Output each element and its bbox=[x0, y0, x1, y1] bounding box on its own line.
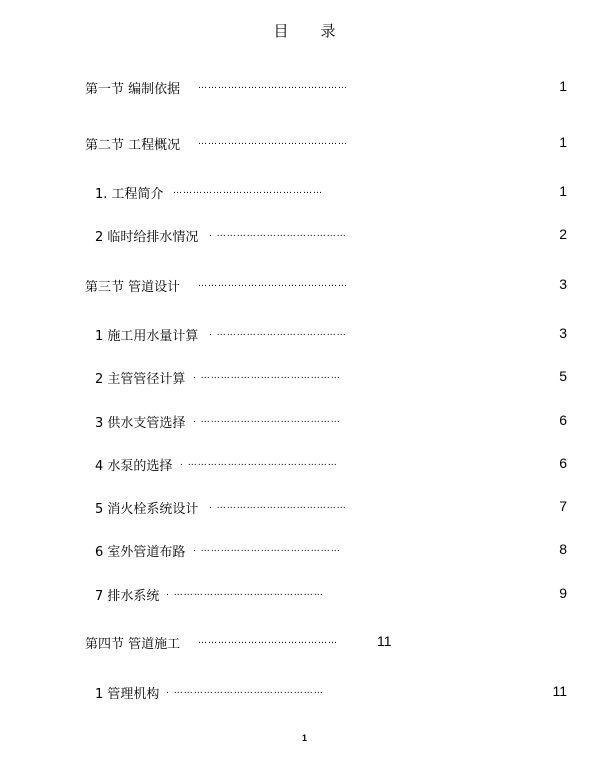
toc-page-number: 11 bbox=[377, 633, 392, 649]
toc-entry bbox=[0, 276, 609, 294]
toc-entry-label: 第二节 工程概况 bbox=[85, 138, 181, 153]
toc-entry bbox=[0, 633, 609, 651]
toc-entry bbox=[0, 498, 609, 516]
toc-entry-label: 3 供水支管选择 bbox=[95, 416, 186, 431]
toc-entry-label: 1 施工用水量计算 bbox=[95, 329, 199, 344]
toc-entry-label: 2 主管管径计算 bbox=[95, 372, 186, 387]
toc-page-number: 9 bbox=[559, 585, 567, 601]
toc-entry-label: 1. 工程简介 bbox=[95, 187, 164, 202]
toc-entry bbox=[0, 78, 609, 96]
toc-entry bbox=[0, 183, 609, 201]
toc-entry-label: 第一节 编制依据 bbox=[85, 82, 181, 97]
toc-entry-label: 7 排水系统 bbox=[95, 589, 160, 604]
toc-entry bbox=[0, 226, 609, 244]
toc-leader-dots: ……………………………………… bbox=[198, 279, 348, 289]
toc-entry bbox=[0, 412, 609, 430]
toc-entry-label: 5 消火栓系统设计 bbox=[95, 502, 199, 517]
toc-page-number: 6 bbox=[559, 455, 567, 471]
toc-page-number: 2 bbox=[559, 226, 567, 242]
toc-leader-dots: ……………………………………… bbox=[198, 137, 348, 147]
toc-page-number: 8 bbox=[559, 541, 567, 557]
toc-entry-label: 1 管理机构 bbox=[95, 687, 160, 702]
toc-page-number: 3 bbox=[559, 325, 567, 341]
toc-leader-dots: . ……………………………………… bbox=[166, 588, 324, 598]
toc-entry bbox=[0, 134, 609, 152]
toc-entry bbox=[0, 541, 609, 559]
toc-page-number: 1 bbox=[559, 183, 567, 199]
toc-entry-label: 第三节 管道设计 bbox=[85, 280, 181, 295]
toc-leader-dots: . …………………………………… bbox=[193, 544, 341, 554]
toc-entry bbox=[0, 683, 609, 701]
toc-page-number: 3 bbox=[559, 276, 567, 292]
toc-leader-dots: . ……………………………………… bbox=[180, 458, 338, 468]
toc-page-number: 1 bbox=[559, 134, 567, 150]
toc-leader-dots: . …………………………………… bbox=[193, 371, 341, 381]
toc-leader-dots: . …………………………………… bbox=[193, 415, 341, 425]
toc-page-number: 7 bbox=[559, 498, 567, 514]
toc-leader-dots: . ………………………………… bbox=[209, 328, 347, 338]
toc-entry bbox=[0, 455, 609, 473]
toc-page-number: 5 bbox=[559, 368, 567, 384]
toc-page-number: 1 bbox=[559, 78, 567, 94]
toc-entry-label: 第四节 管道施工 bbox=[85, 637, 181, 652]
footer-page-number: 1 bbox=[301, 733, 307, 743]
toc-entry bbox=[0, 368, 609, 386]
toc-entry-label: 6 室外管道布路 bbox=[95, 545, 186, 560]
toc-leader-dots: …………………………………… bbox=[198, 636, 338, 646]
toc-leader-dots: ……………………………………… bbox=[173, 186, 323, 196]
toc-entry-label: 2 临时给排水情况 bbox=[95, 230, 199, 245]
toc-leader-dots: . ……………………………………… bbox=[166, 686, 324, 696]
toc-leader-dots: . ………………………………… bbox=[209, 229, 347, 239]
toc-entry-label: 4 水泵的选择 bbox=[95, 459, 173, 474]
toc-leader-dots: ……………………………………… bbox=[198, 81, 348, 91]
toc-entry bbox=[0, 325, 609, 343]
toc-page-number: 6 bbox=[559, 412, 567, 428]
toc-page-number: 11 bbox=[552, 683, 567, 699]
toc-entry bbox=[0, 585, 609, 603]
toc-title: 目录 bbox=[273, 22, 368, 40]
toc-leader-dots: . ………………………………… bbox=[209, 501, 347, 511]
